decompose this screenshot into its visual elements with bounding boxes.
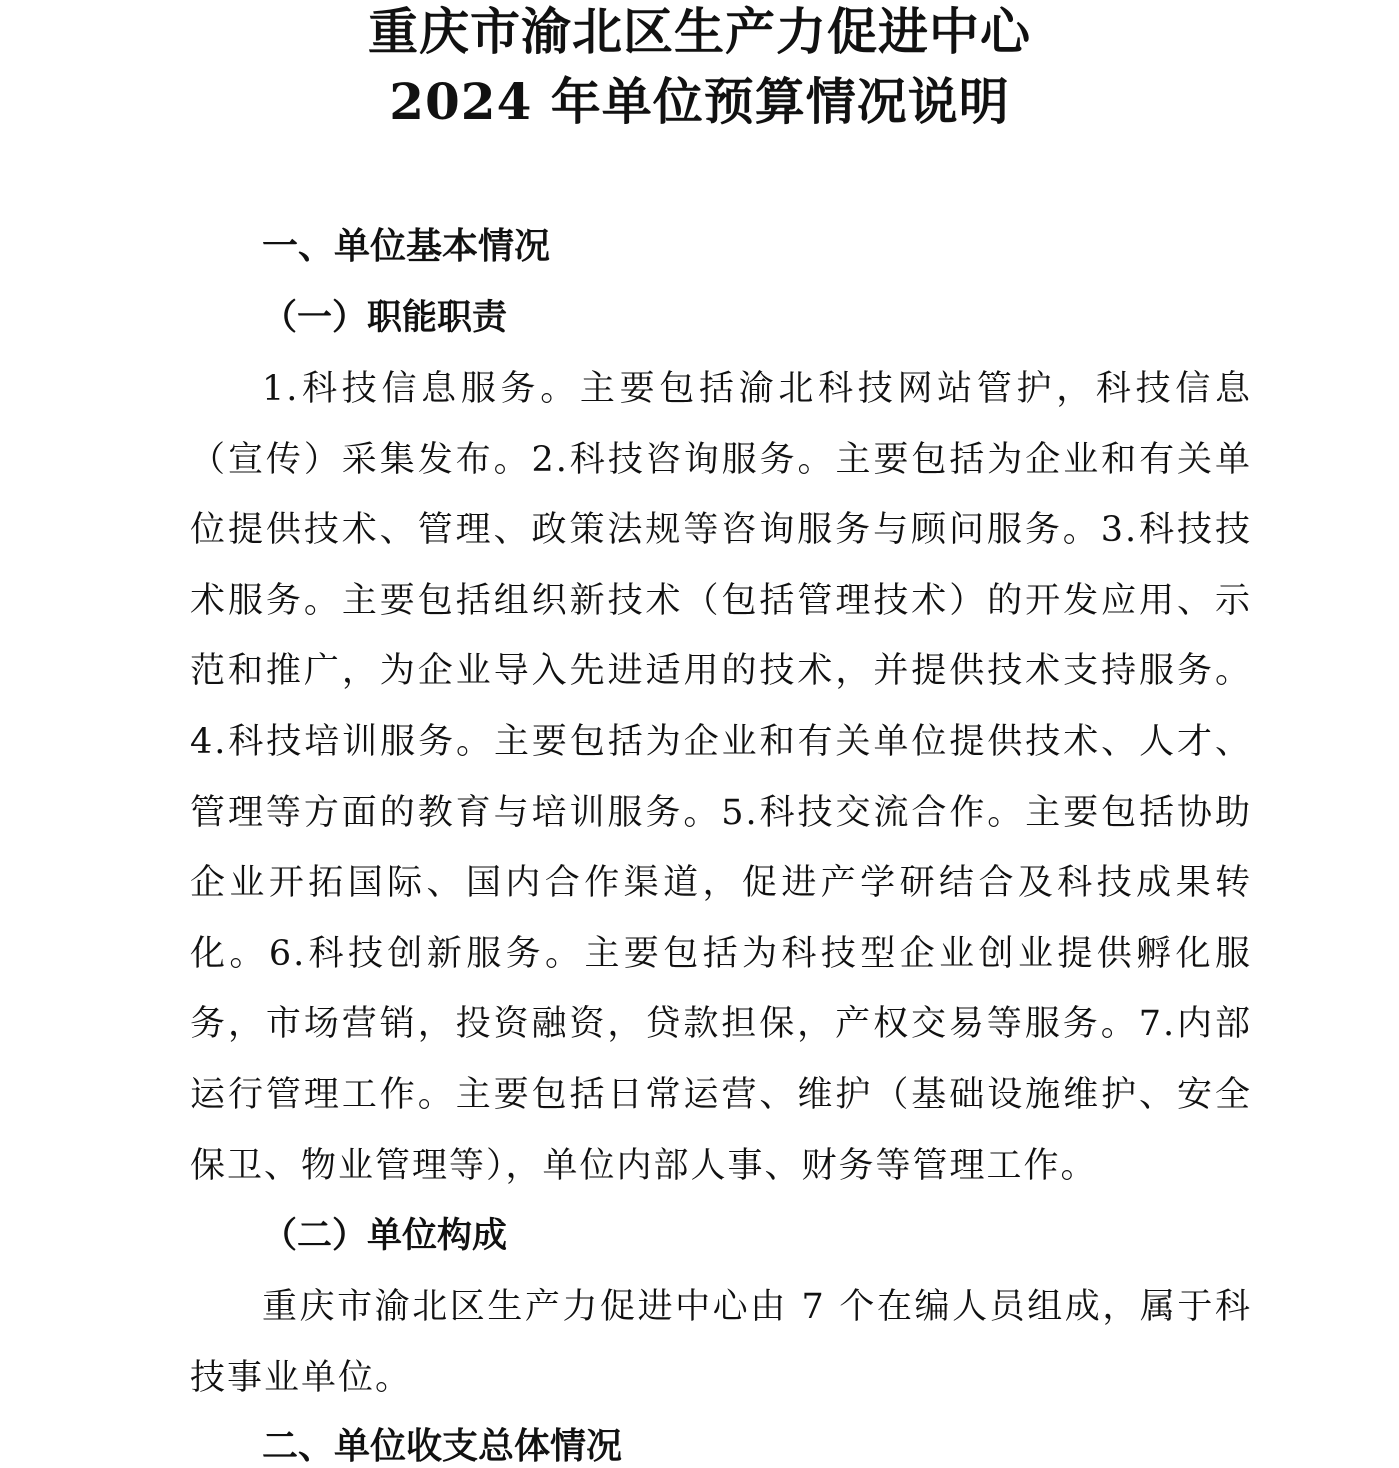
document-title-line1: 重庆市渝北区生产力促进中心 bbox=[368, 2, 1031, 61]
duties-paragraph: 1.科技信息服务。主要包括渝北科技网站管护，科技信息（宣传）采集发布。2.科技咨询服务。主要包括为企业和有关单位提供技术、管理、政策法规等咨询服务与顾问服务。3.科技技术服务。主要包括组织新技术（包括管理技术）的开发应用、示范和推广，为企业导入先进适用的技术，并提供技术支持服务。4.科技培训服务。主要包括为企业和有关单位提供技术、人才、管理等方面的教育与培训服务。5.科技交流合作。主要包括协助企业开拓国际、国内合作渠道，促进产学研结合及科技成果转化。6.科技创新服务。主要包括为科技型企业创业提供孵化服务，市场营销，投资融资，贷款担保，产权交易等服务。7.内部运行管理工作。主要包括日常运营、维护（基础设施维护、安全保卫、物业管理等），单位内部人事、财务等管理工作。 bbox=[190, 369, 1252, 1186]
composition-paragraph: 重庆市渝北区生产力促进中心由 7 个在编人员组成，属于科技事业单位。 bbox=[190, 1287, 1252, 1398]
subsection-heading-duties: （一）职能职责 bbox=[262, 297, 508, 338]
document-title-line2: 2024 年单位预算情况说明 bbox=[389, 72, 1010, 131]
section-heading-basic-info: 一、单位基本情况 bbox=[262, 225, 551, 267]
subsection-heading-composition: （二）单位构成 bbox=[262, 1215, 508, 1256]
section-heading-revenue-expenditure: 二、单位收支总体情况 bbox=[262, 1425, 623, 1467]
